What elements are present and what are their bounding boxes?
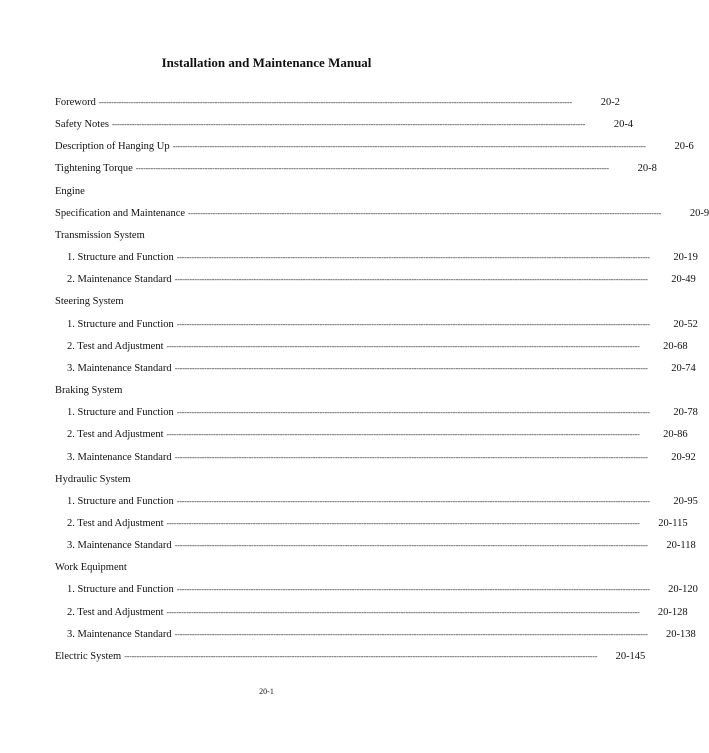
toc-subentry[interactable]	[55, 494, 698, 516]
toc-entry-label: Foreword	[55, 97, 96, 108]
toc-entry-page: 20-6	[674, 141, 694, 153]
toc-dot-leader: ------------------------------------------------------------------------------------------------------------------------------------------------------------------------------------------------	[135, 164, 609, 174]
toc-entry-page: 20-128	[657, 606, 688, 618]
toc-entry-label: 3. Maintenance Standard	[67, 362, 172, 374]
toc-entry-page: 20-8	[637, 163, 657, 175]
toc-subentry[interactable]	[55, 627, 696, 649]
toc-entry-page: 20-4	[613, 119, 634, 131]
toc-dot-leader: ------------------------------------------------------------------------------------------------------------------------------------------------------------------------------------------------	[166, 518, 640, 528]
toc-subentry[interactable]	[55, 250, 698, 272]
toc-section-heading: Engine	[55, 185, 85, 197]
toc-dot-leader: ------------------------------------------------------------------------------------------------------------------------------------------------------------------------------------------------	[166, 430, 640, 440]
toc-entry-label: 2. Test and Adjustment	[67, 340, 164, 352]
toc-section-heading: Hydraulic System	[55, 473, 131, 485]
toc-dot-leader: ------------------------------------------------------------------------------------------------------------------------------------------------------------------------------------------------	[172, 142, 646, 152]
toc-entry-label: 1. Structure and Function	[67, 584, 174, 596]
toc-subentry[interactable]	[55, 605, 688, 627]
toc-entry-label: Electric System	[55, 650, 122, 662]
toc-entry-label: 3. Maintenance Standard	[67, 540, 172, 552]
toc-section-heading: Transmission System	[55, 229, 145, 241]
toc-entry-page: 20-78	[673, 407, 698, 419]
toc-subentry[interactable]	[55, 317, 698, 339]
toc-entry-electric-system[interactable]	[55, 649, 646, 671]
toc-dot-leader: ------------------------------------------------------------------------------------------------------------------------------------------------------------------------------------------------	[176, 408, 650, 418]
toc-section-transmission	[55, 228, 471, 250]
toc-dot-leader: ------------------------------------------------------------------------------------------------------------------------------------------------------------------------------------------------	[111, 120, 586, 130]
toc-section-heading: Steering System	[55, 296, 124, 308]
toc-entry-label: 2. Test and Adjustment	[67, 517, 164, 529]
toc-entry-label: 3. Maintenance Standard	[67, 451, 172, 463]
toc-section-heading: Work Equipment	[55, 562, 127, 574]
toc-subentry[interactable]	[55, 272, 696, 294]
toc-section-braking	[55, 383, 471, 405]
toc-entry-label: Safety Notes	[55, 119, 109, 131]
toc-entry-page: 20-95	[673, 495, 698, 507]
toc-entry-page: 20-19	[673, 252, 698, 264]
toc-entry-specification-maintenance[interactable]	[55, 206, 709, 228]
toc-entry-label: Description of Hanging Up	[55, 141, 170, 153]
toc-entry-page: 20-49	[671, 274, 696, 286]
toc-subentry[interactable]	[55, 405, 698, 427]
toc-dot-leader: ------------------------------------------------------------------------------------------------------------------------------------------------------------------------------------------------	[176, 319, 650, 329]
toc-entry-label: 1. Structure and Function	[67, 495, 174, 507]
toc-entry-page: 20-74	[671, 362, 696, 374]
toc-entry-label: 1. Structure and Function	[67, 407, 174, 419]
toc-entry-page: 20-68	[663, 340, 688, 352]
toc-entry-page: 20-118	[666, 540, 696, 552]
toc-dot-leader: ------------------------------------------------------------------------------------------------------------------------------------------------------------------------------------------------	[174, 629, 648, 639]
toc-dot-leader: ------------------------------------------------------------------------------------------------------------------------------------------------------------------------------------------------	[174, 275, 648, 285]
toc-entry-label: Tightening Torque	[55, 163, 133, 175]
toc-entry-page: 20-9	[689, 207, 709, 219]
toc-subentry[interactable]	[55, 427, 688, 449]
toc-entry-page: 20-145	[615, 650, 646, 662]
toc-entry-label: 2. Test and Adjustment	[67, 429, 164, 441]
table-of-contents	[55, 95, 709, 671]
toc-dot-leader: ------------------------------------------------------------------------------------------------------------------------------------------------------------------------------------------------	[176, 585, 650, 595]
toc-section-engine	[55, 184, 471, 206]
toc-dot-leader: ------------------------------------------------------------------------------------------------------------------------------------------------------------------------------------------------	[166, 607, 640, 617]
toc-subentry[interactable]	[55, 450, 696, 472]
toc-entry-tightening-torque[interactable]	[55, 161, 657, 183]
toc-entry-foreword[interactable]	[55, 95, 620, 117]
toc-subentry[interactable]	[55, 339, 688, 361]
toc-dot-leader: ------------------------------------------------------------------------------------------------------------------------------------------------------------------------------------------------	[174, 541, 648, 551]
toc-entry-safety-notes[interactable]	[55, 117, 634, 139]
toc-dot-leader: ------------------------------------------------------------------------------------------------------------------------------------------------------------------------------------------------	[124, 651, 598, 661]
page-title: Installation and Maintenance Manual	[161, 55, 372, 70]
toc-entry-label: Specification and Maintenance	[55, 207, 186, 219]
toc-entry-label: 2. Maintenance Standard	[67, 274, 172, 286]
toc-entry-label: 2. Test and Adjustment	[67, 606, 164, 618]
toc-dot-leader: ------------------------------------------------------------------------------------------------------------------------------------------------------------------------------------------------	[174, 452, 648, 462]
toc-dot-leader: ------------------------------------------------------------------------------------------------------------------------------------------------------------------------------------------------	[174, 363, 648, 373]
toc-entry-page: 20-2	[600, 97, 620, 108]
toc-dot-leader: ------------------------------------------------------------------------------------------------------------------------------------------------------------------------------------------------	[98, 98, 572, 107]
toc-subentry[interactable]	[55, 361, 696, 383]
toc-entry-page: 20-92	[671, 451, 696, 463]
toc-subentry[interactable]	[55, 538, 696, 560]
toc-dot-leader: ------------------------------------------------------------------------------------------------------------------------------------------------------------------------------------------------	[188, 208, 662, 218]
toc-section-hydraulic	[55, 472, 471, 494]
toc-section-heading: Braking System	[55, 385, 123, 397]
toc-section-steering	[55, 294, 471, 316]
toc-subentry[interactable]	[55, 516, 688, 538]
toc-entry-page: 20-52	[673, 318, 698, 330]
toc-entry-page: 20-86	[663, 429, 688, 441]
toc-entry-label: 1. Structure and Function	[67, 318, 174, 330]
toc-entry-page: 20-120	[668, 584, 698, 596]
toc-entry-label: 1. Structure and Function	[67, 252, 174, 264]
toc-entry-hanging-up[interactable]	[55, 139, 694, 161]
toc-dot-leader: ------------------------------------------------------------------------------------------------------------------------------------------------------------------------------------------------	[176, 253, 650, 263]
toc-subentry[interactable]	[55, 582, 698, 604]
toc-entry-page: 20-115	[658, 517, 688, 529]
toc-dot-leader: ------------------------------------------------------------------------------------------------------------------------------------------------------------------------------------------------	[166, 341, 640, 351]
toc-entry-page: 20-138	[666, 628, 696, 640]
page-number: 20-1	[259, 687, 274, 696]
toc-section-work-equipment	[55, 560, 471, 582]
toc-entry-label: 3. Maintenance Standard	[67, 628, 172, 640]
toc-dot-leader: ------------------------------------------------------------------------------------------------------------------------------------------------------------------------------------------------	[176, 496, 650, 506]
